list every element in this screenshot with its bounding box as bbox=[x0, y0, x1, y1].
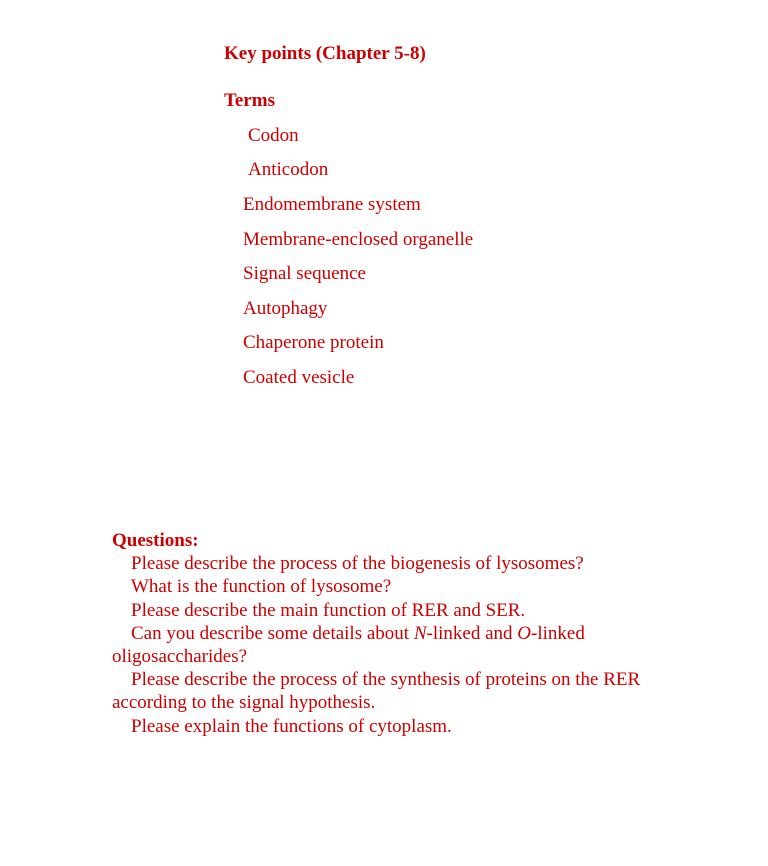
question-text: -linked oligosaccharides? bbox=[112, 622, 585, 668]
term-item: Chaperone protein bbox=[243, 332, 384, 353]
term-item: Signal sequence bbox=[243, 263, 366, 284]
term-item: Anticodon bbox=[248, 159, 329, 180]
question-item: Please explain the functions of cytoplasm. bbox=[131, 715, 452, 737]
question-item: Please describe the process of the synthesis of proteins on the RER according to the signal hypothesis. bbox=[112, 669, 641, 714]
questions-heading: Questions: bbox=[112, 530, 199, 551]
page-title: Key points (Chapter 5-8) bbox=[224, 43, 426, 64]
term-item: Endomembrane system bbox=[243, 194, 421, 215]
question-text: -linked and bbox=[426, 622, 518, 644]
term-item: Coated vesicle bbox=[243, 367, 355, 388]
term-item: Membrane-enclosed organelle bbox=[243, 229, 474, 250]
question-item bbox=[112, 622, 672, 668]
question-text: Can you describe some details about bbox=[131, 622, 414, 644]
term-item: Autophagy bbox=[243, 298, 328, 319]
question-item: What is the function of lysosome? bbox=[131, 576, 392, 598]
terms-heading: Terms bbox=[224, 90, 276, 111]
italic-n: N bbox=[413, 622, 427, 644]
term-item: Codon bbox=[248, 125, 299, 146]
questions-section bbox=[112, 529, 672, 738]
italic-o: O bbox=[517, 622, 532, 644]
question-item: Please describe the main function of RER and SER. bbox=[131, 599, 526, 621]
question-item: Please describe the process of the biogenesis of lysosomes? bbox=[131, 553, 584, 575]
